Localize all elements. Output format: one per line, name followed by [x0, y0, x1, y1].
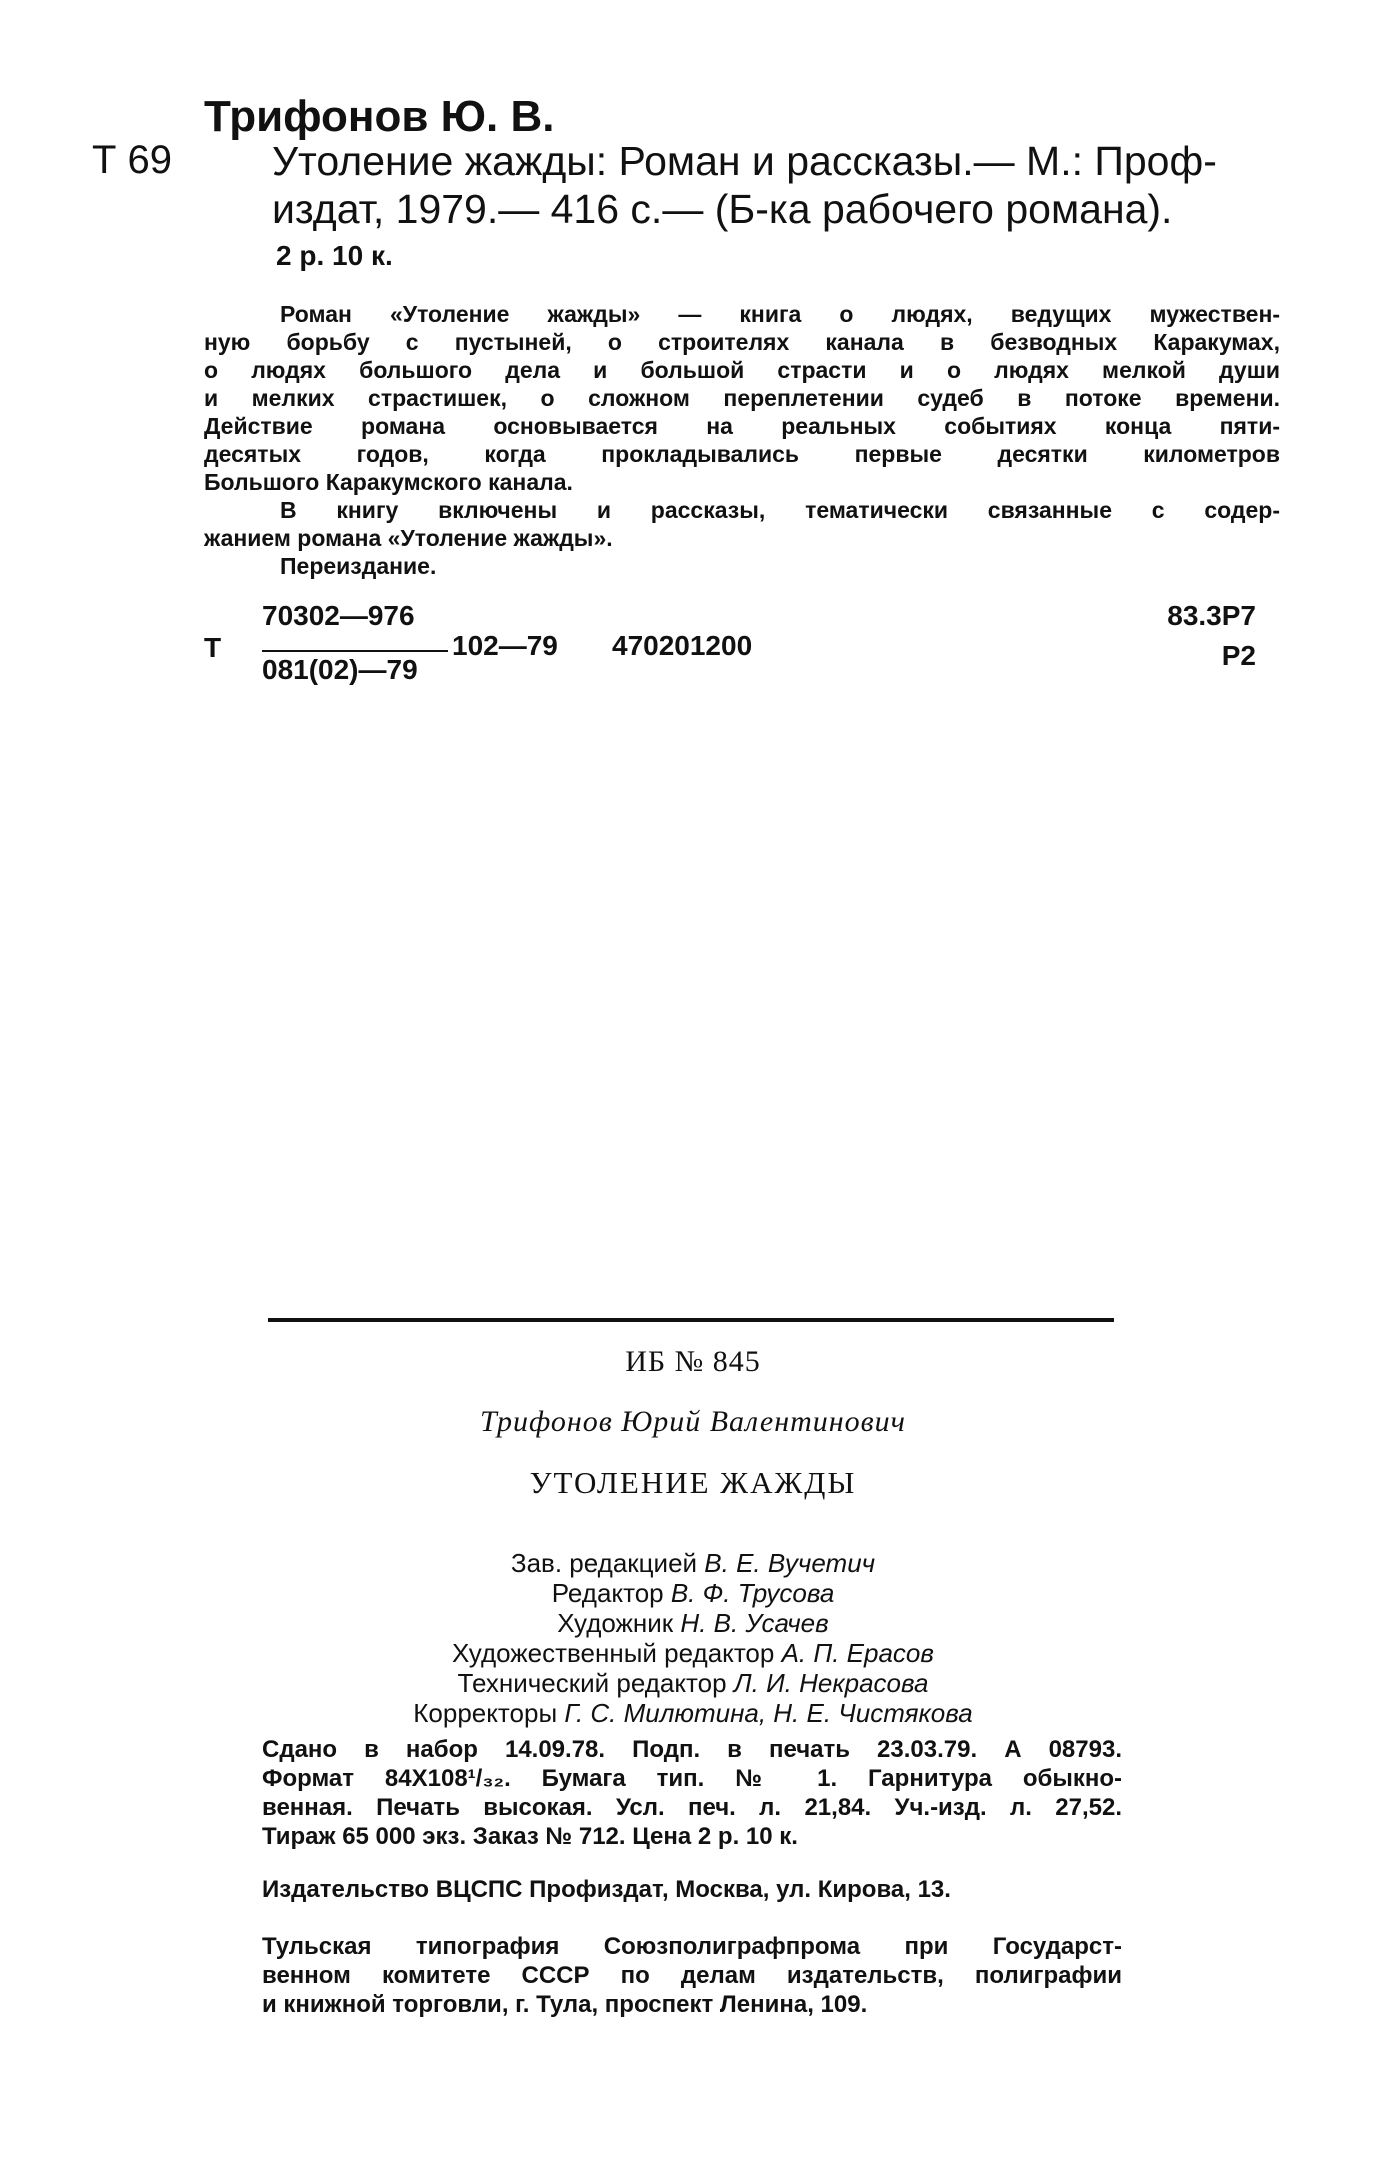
credit-role: Корректоры: [413, 1698, 558, 1728]
code-numerator: 70302—976: [262, 600, 415, 631]
code-denominator: 081(02)—79: [262, 654, 418, 685]
credit-role: Технический редактор: [457, 1668, 727, 1698]
bbk-code-2: Р2: [1221, 640, 1256, 671]
credit-name: Л. И. Некрасова: [733, 1668, 929, 1698]
code-middle: 102—79: [452, 630, 558, 661]
credit-role: Художник: [557, 1608, 674, 1638]
credit-row: [0, 1668, 1386, 1698]
credit-row: [0, 1578, 1386, 1608]
annotation-line: и мелких страстишек, о сложном переплетении судеб в потоке времени.: [204, 385, 1280, 411]
annotation-line: Большого Каракумского канала.: [204, 469, 573, 495]
fraction-line: [262, 650, 448, 652]
author-full-name: Трифонов Юрий Валентинович: [480, 1405, 906, 1438]
credit-role: Редактор: [551, 1578, 664, 1608]
printer-line: венном комитете СССР по делам издательств, полиграфии: [262, 1962, 1122, 1989]
credit-name: Г. С. Милютина, Н. Е. Чистякова: [564, 1698, 973, 1728]
credit-name: В. Ф. Трусова: [670, 1578, 835, 1608]
annotation: [204, 300, 1280, 580]
credit-role: Художественный редактор: [452, 1638, 775, 1668]
print-line: Сдано в набор 14.09.78. Подп. в печать 23.03.79. А 08793.: [262, 1736, 1122, 1763]
print-line: Тираж 65 000 экз. Заказ № 712. Цена 2 р. 10 к.: [262, 1823, 798, 1850]
annotation-line: десятых годов, когда прокладывались первые десятки километров: [204, 441, 1280, 467]
annotation-line: Действие романа основывается на реальных событиях конца пяти-: [204, 413, 1280, 439]
section-divider: [268, 1318, 1114, 1322]
catalog-code: Т 69: [92, 138, 173, 182]
publisher-text: Издательство ВЦСПС Профиздат, Москва, ул. Кирова, 13.: [262, 1876, 951, 1903]
publisher-line: [262, 1875, 1122, 1904]
annotation-line: ную борьбу с пустыней, о строителях канала в безводных Каракумах,: [204, 329, 1280, 355]
annotation-line: В книгу включены и рассказы, тематически связанные с содер-: [280, 497, 1280, 523]
annotation-line: жанием романа «Утоление жажды».: [204, 525, 613, 551]
credit-name: Н. В. Усачев: [680, 1608, 829, 1638]
author-header: Трифонов Ю. В.: [204, 92, 555, 141]
print-line: венная. Печать высокая. Усл. печ. л. 21,84. Уч.-изд. л. 27,52.: [262, 1794, 1122, 1821]
credit-row: [0, 1638, 1386, 1668]
title-line-2: издат, 1979.— 416 с.— (Б-ка рабочего романа).: [272, 186, 1173, 232]
ib-number: ИБ № 845: [625, 1345, 761, 1378]
credit-row: [0, 1698, 1386, 1728]
code-letter: Т: [204, 632, 222, 663]
credit-row: [0, 1608, 1386, 1638]
print-line: Формат 84Х108¹/₃₂. Бумага тип. № 1. Гарнитура обыкно-: [262, 1765, 1122, 1792]
printer-line: Тульская типография Союзполиграфпрома при Государст-: [262, 1933, 1122, 1960]
book-title: УТОЛЕНИЕ ЖАЖДЫ: [529, 1465, 857, 1500]
reissue-note: Переиздание.: [280, 553, 437, 579]
print-details: [262, 1735, 1122, 1851]
credit-role: Зав. редакцией: [510, 1548, 698, 1578]
credit-name: А. П. Ерасов: [781, 1638, 934, 1668]
printer-block: [262, 1932, 1122, 2019]
annotation-line: Роман «Утоление жажды» — книга о людях, ведущих мужествен-: [280, 301, 1280, 327]
code-number: 470201200: [612, 630, 753, 661]
bbk-code-1: 83.3Р7: [1167, 600, 1256, 631]
title-line-1: Утоление жажды: Роман и рассказы.— М.: Проф-: [272, 138, 1217, 184]
credit-name: В. Е. Вучетич: [704, 1548, 876, 1578]
credit-row: [0, 1548, 1386, 1578]
price: 2 р. 10 к.: [276, 240, 393, 271]
annotation-line: о людях большого дела и большой страсти и о людях мелкой души: [204, 357, 1280, 383]
printer-line: и книжной торговли, г. Тула, проспект Ленина, 109.: [262, 1991, 868, 2018]
credits-list: [0, 1548, 1386, 1728]
